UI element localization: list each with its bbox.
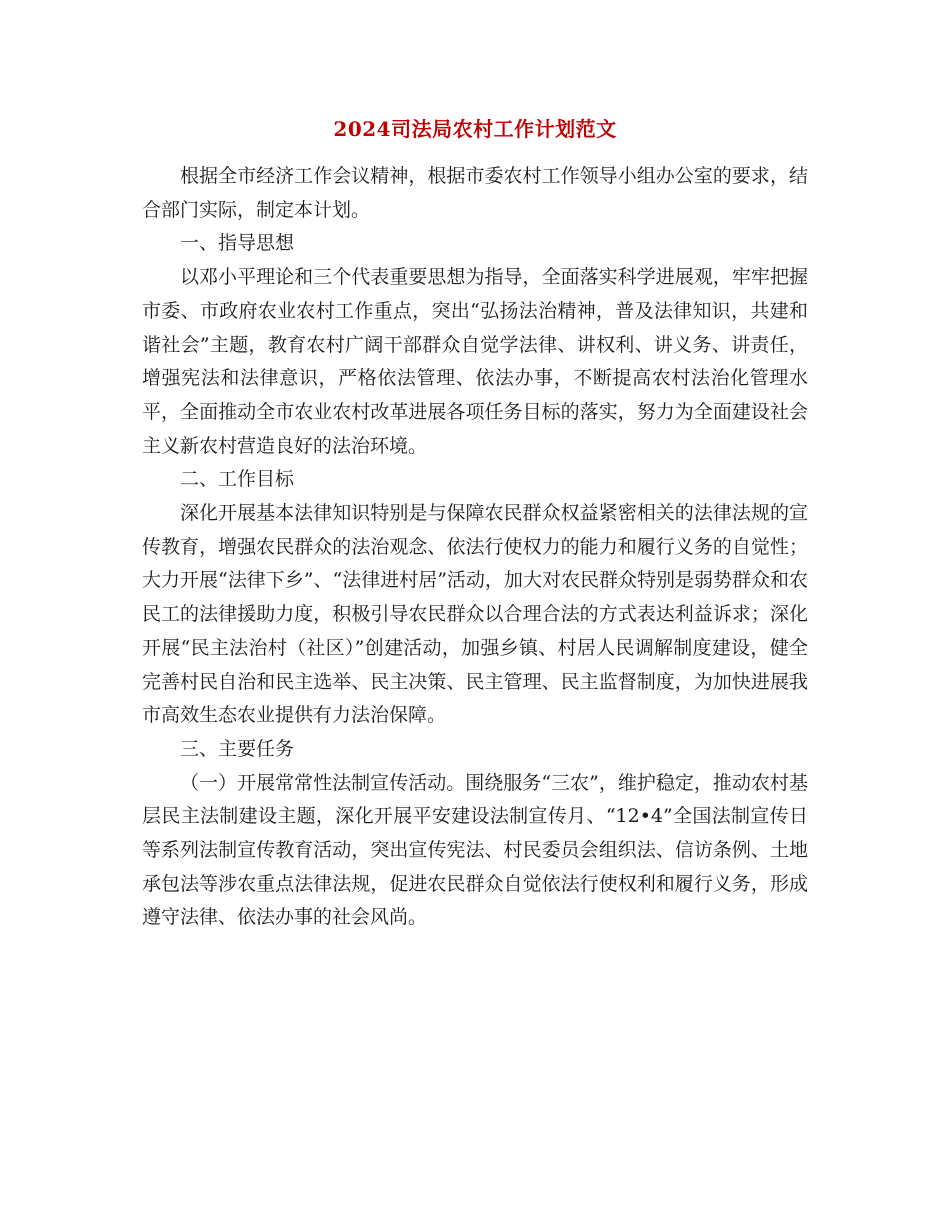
section-heading-work-goals: 二、工作目标 — [180, 468, 295, 491]
document-body — [142, 160, 808, 935]
paragraph-work-goals: 深化开展基本法律知识特别是与保障农民群众权益紧密相关的法律法规的宣传教育，增强农民群众的法治观念、依法行使权力的能力和履行义务的自觉性；大力开展“法律下乡”、“法律进村居”活动，加大对农民群众特别是弱势群众和农民工的法律援助力度，积极引导农民群众以合理合法的方式表达利益诉求；深化开展“民主法治村（社区）”创建活动，加强乡镇、村居人民调解制度建设，健全完善村民自治和民主选举、民主决策、民主管理、民主监督制度，为加快进展我市高效生态农业提供有力法治保障。 — [142, 502, 808, 727]
paragraph-intro: 根据全市经济工作会议精神，根据市委农村工作领导小组办公室的要求，结合部门实际，制定本计划。 — [142, 165, 808, 221]
paragraph-main-tasks-1: （一）开展常常性法制宣传活动。围绕服务“三农”，维护稳定，推动农村基层民主法制建设主题，深化开展平安建设法制宣传月、“12•4”全国法制宣传日等系列法制宣传教育活动，突出宣传宪法、村民委员会组织法、信访条例、土地承包法等涉农重点法律法规，促进农民群众自觉依法行使权利和履行义务，形成遵守法律、依法办事的社会风尚。 — [142, 771, 808, 929]
document-title: 2024司法局农村工作计划范文 — [333, 117, 617, 141]
section-heading-guiding-thought: 一、指导思想 — [180, 232, 295, 255]
paragraph-guiding-thought: 以邓小平理论和三个代表重要思想为指导，全面落实科学进展观，牢牢把握市委、市政府农业农村工作重点，突出“弘扬法治精神，普及法律知识，共建和谐社会”主题，教育农村广阔干部群众自觉学法律、讲权利、讲义务、讲责任，增强宪法和法律意识，严格依法管理、依法办事，不断提高农村法治化管理水平，全面推动全市农业农村改革进展各项任务目标的落实，努力为全面建设社会主义新农村营造良好的法治环境。 — [142, 266, 808, 457]
section-heading-main-tasks: 三、主要任务 — [180, 737, 295, 760]
